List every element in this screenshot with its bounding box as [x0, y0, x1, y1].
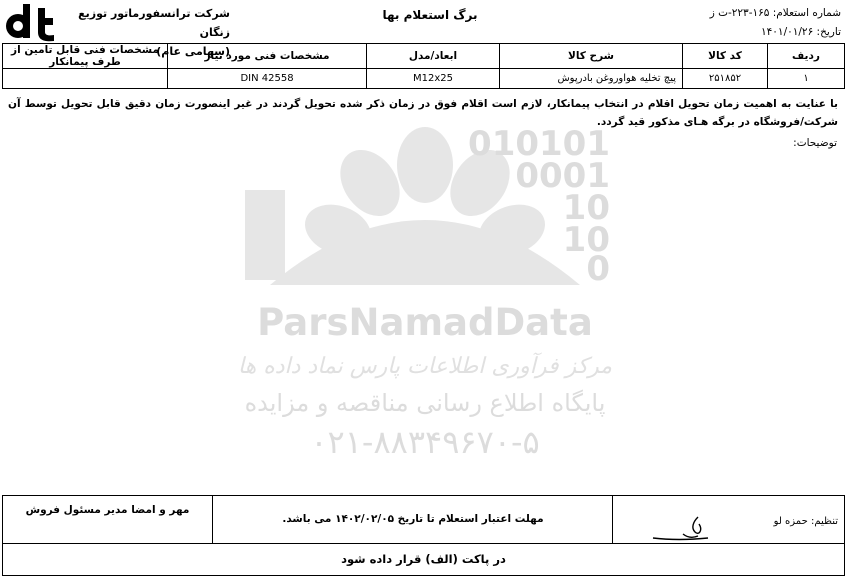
- prepared-by-label: تنظیم: حمزه لو: [773, 516, 838, 527]
- footer-box: [2, 495, 845, 576]
- col-header-dimensions: ابعاد/مدل: [367, 44, 500, 69]
- watermark-binary-4: 10: [562, 220, 610, 260]
- inquiry-date: تاریخ: ۱۴۰۱/۰۱/۲۶: [761, 26, 841, 38]
- table-row: [3, 69, 845, 89]
- cell-dimensions: M12x25: [367, 69, 500, 89]
- table-header-row: [3, 44, 845, 69]
- prepared-by: [612, 496, 844, 543]
- sales-manager-stamp-label: مهر و امضا مدیر مسئول فروش: [3, 496, 213, 543]
- watermark-binary-1: 010101: [468, 124, 610, 164]
- watermark: [230, 115, 620, 470]
- signature-icon: [643, 514, 713, 542]
- watermark-phone: ۰۲۱-۸۸۳۴۹۶۷۰-۵: [310, 423, 540, 461]
- footer-top-row: [3, 496, 844, 544]
- notes-label: توضیحات:: [793, 137, 837, 149]
- watermark-binary-3: 10: [562, 188, 610, 228]
- watermark-binary-2: 0001: [515, 156, 610, 196]
- cell-spec: DIN 42558: [168, 69, 367, 89]
- cell-code: ۲۵۱۸۵۲: [683, 69, 768, 89]
- packet-note: در پاکت (الف) قرار داده شود: [341, 552, 506, 566]
- delivery-notice: با عنایت به اهمیت زمان تحویل اقلام در انتخاب پیمانکار، لازم است اقلام فوق در زمان ذکر شده تحویل گردند در غیر اینصورت زمان دقیق قابل تحویل توسط آن شرکت/فروشگاه در برگه هـای مذکور قید گردد.: [8, 98, 838, 128]
- col-header-description: شرح کالا: [500, 44, 683, 69]
- watermark-line1: مرکز فرآوری اطلاعات پارس نماد داده ها: [237, 354, 613, 379]
- col-header-supplier-spec: مشخصات فنی قابل تامین از طرف پیمانکار: [3, 44, 168, 69]
- col-header-row: ردیف: [768, 44, 845, 69]
- document-meta: [641, 4, 841, 42]
- company-name-line1: شرکت ترانسفورماتور توزیع زنگان: [78, 7, 230, 39]
- items-table: [2, 43, 845, 89]
- col-header-spec: مشخصات فنی مورد نیاز: [168, 44, 367, 69]
- company-name-line2: (سهامی عام): [156, 45, 230, 58]
- cell-supplier-spec: [3, 69, 168, 89]
- col-header-code: کد کالا: [683, 44, 768, 69]
- company-logo: [4, 2, 62, 42]
- watermark-line2: پایگاه اطلاع رسانی مناقصه و مزایده: [244, 389, 606, 417]
- inquiry-number: شماره استعلام: ۱۶۵-۲۲۳-ت ز: [709, 7, 841, 19]
- watermark-binary-5: 0: [586, 249, 610, 289]
- cell-row: ۱: [768, 69, 845, 89]
- watermark-brand: ParsNamadData: [257, 301, 593, 344]
- cell-description: پیچ تخلیه هواوروغن بادرپوش: [500, 69, 683, 89]
- validity-deadline: مهلت اعتبار استعلام تا تاریخ ۱۴۰۲/۰۲/۰۵ می باشد.: [282, 513, 544, 525]
- document-title: برگ استعلام بها: [382, 8, 478, 22]
